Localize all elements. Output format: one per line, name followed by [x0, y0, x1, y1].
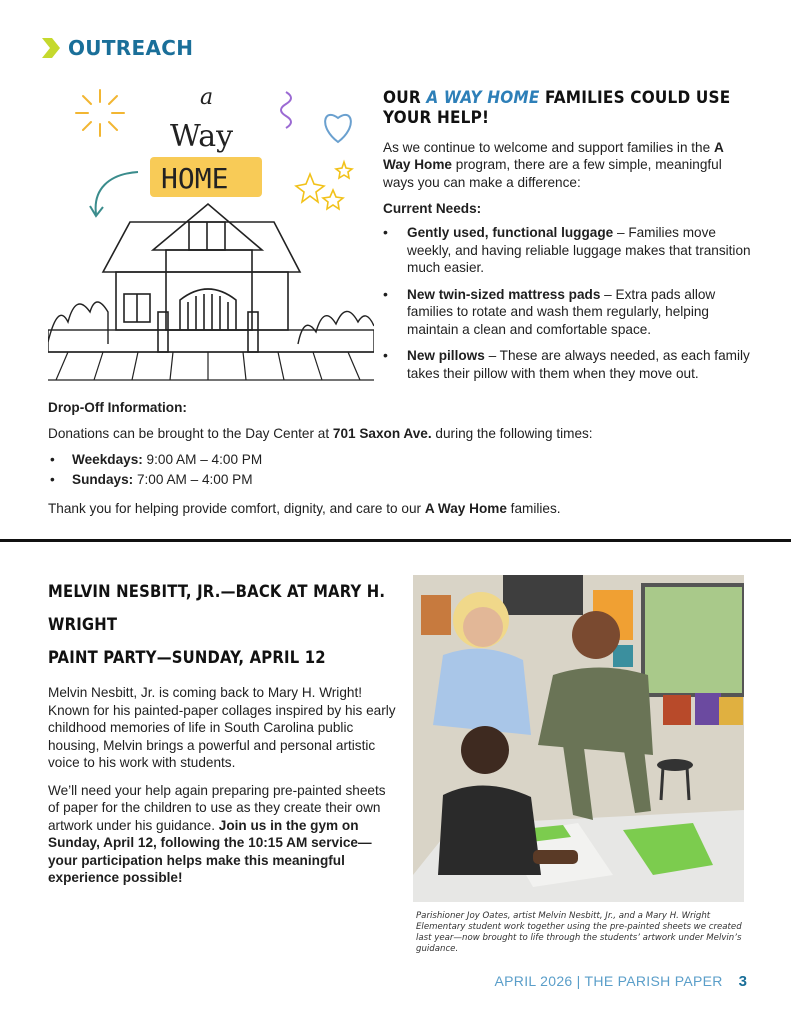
- star-icon: [296, 162, 352, 209]
- article-a-way-home: [383, 88, 753, 391]
- needs-title: Current Needs:: [383, 201, 482, 217]
- page-footer: [495, 973, 747, 990]
- dropoff-info: [48, 399, 748, 518]
- illustration-way: Way: [170, 119, 234, 154]
- intro-paragraph: As we continue to welcome and support families in the A Way Home program, there are a few simple, meaningful ways you can make a difference:: [383, 139, 724, 190]
- list-item: • Sundays: 7:00 AM – 4:00 PM: [48, 470, 748, 490]
- dropoff-title: Drop-Off Information:: [48, 400, 187, 415]
- section-tag: [40, 36, 193, 60]
- issue-label: APRIL 2026 | THE PARISH PAPER: [494, 973, 723, 989]
- list-item: • Weekdays: 9:00 AM – 4:00 PM: [48, 450, 748, 470]
- dropoff-times: [48, 450, 748, 490]
- section-label: OUTREACH: [68, 36, 194, 60]
- a-way-home-illustration: [48, 82, 374, 382]
- squiggle-icon: [281, 92, 291, 128]
- thanks-line: Thank you for helping provide comfort, dignity, and care to our A Way Home families.: [48, 501, 561, 516]
- article-headline: MELVIN NESBITT, JR.—BACK AT MARY H. WRIGHT PAINT PARTY—SUNDAY, APRIL 12: [48, 582, 386, 667]
- article-headline: OUR A WAY HOME FAMILIES COULD USE YOUR HELP!: [383, 88, 731, 129]
- section-divider: [0, 539, 791, 542]
- illustration-a: a: [200, 85, 214, 110]
- list-item: • New pillows – These are always needed, as each family takes their pillow with them when they move out.: [383, 347, 753, 382]
- list-item: • New twin-sized mattress pads – Extra pads allow families to rotate and wash them regularly, helping maintain a clean and comfortable space.: [383, 286, 753, 339]
- dropoff-location: Donations can be brought to the Day Center at 701 Saxon Ave. during the following times:: [48, 425, 593, 441]
- list-item: • Gently used, functional luggage – Families move weekly, and having reliable luggage makes that transition much easier.: [383, 224, 753, 277]
- classroom-photo: [413, 575, 744, 902]
- illustration-home: HOME: [161, 162, 229, 195]
- sun-burst-icon: [76, 90, 124, 136]
- paragraph: Melvin Nesbitt, Jr. is coming back to Mary H. Wright! Known for his painted-paper collages inspired by his early childhood memories of life in South Carolina public housing, Melvin brings a powerful and personal artistic voice to his work with students.: [48, 685, 396, 770]
- program-name: A WAY HOME: [426, 88, 540, 108]
- chevron-right-icon: [40, 36, 62, 60]
- heart-icon: [325, 115, 351, 142]
- needs-list: [383, 224, 753, 382]
- photo-caption: Parishioner Joy Oates, artist Melvin Nesbitt, Jr., and a Mary H. Wright Elementary student work together using the pre-painted sheets we created last year—now brought to life through the students’ artwork under Melvin’s guidance.: [416, 911, 742, 954]
- paragraph: We’ll need your help again preparing pre-painted sheets of paper for the children to use as they create their own artwork under his guidance. Join us in the gym on Sunday, April 12, following the 10:15 AM service—your participation helps make this meaningful experience possible!: [48, 782, 386, 885]
- page-number: 3: [738, 973, 747, 990]
- article-paint-party: [48, 575, 400, 887]
